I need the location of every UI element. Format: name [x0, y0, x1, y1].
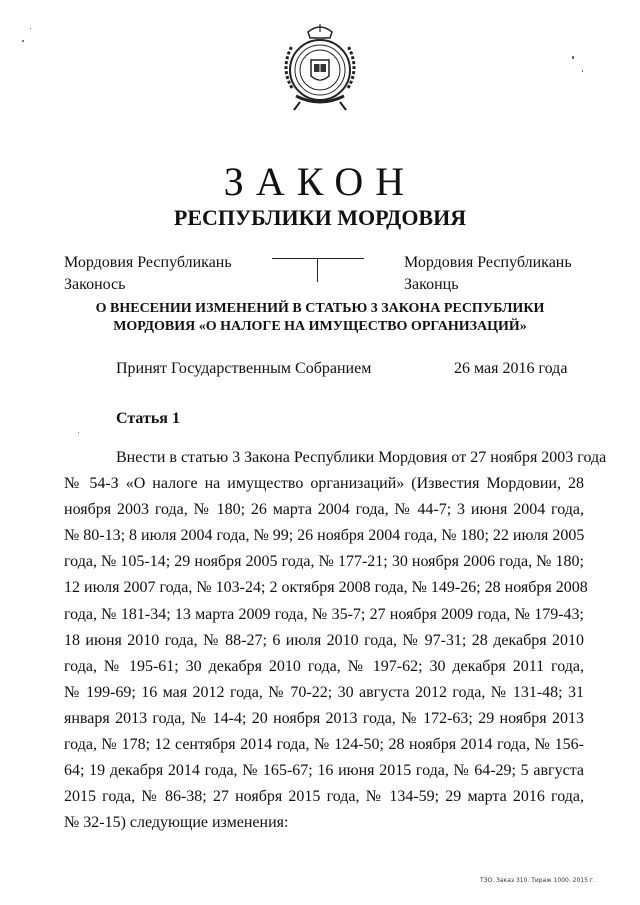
document-subtitle: РЕСПУБЛИКИ МОРДОВИЯ — [173, 205, 467, 230]
header-left-block — [64, 252, 232, 296]
body-line: 12 июля 2007 года, № 103-24; 2 октября 2008 года, № 149-26; 28 ноября 2008 — [64, 579, 588, 597]
scan-speck — [582, 70, 583, 72]
scan-speck — [30, 28, 31, 29]
coat-of-arms-emblem — [270, 18, 370, 118]
header-divider-horizontal — [272, 258, 364, 259]
body-line: 18 июня 2010 года, № 88-27; 6 июля 2010 года, № 97-31; 28 декабря 2010 — [64, 631, 584, 649]
adopted-by: Принят Государственным Собранием — [116, 360, 372, 377]
print-info: ТЗО. Заказ 310. Тираж 1000. 2015 г. — [480, 877, 595, 884]
article-body — [64, 445, 607, 836]
header-left-line: Мордовия Республикань — [64, 254, 232, 271]
scan-speck — [22, 40, 24, 42]
body-line: года, № 105-14; 29 ноября 2005 года, № 177-21; 30 ноября 2006 года, № 180; — [64, 553, 584, 571]
body-line: № 54-З «О налоге на имущество организаций» (Известия Мордовии, 28 — [64, 475, 584, 493]
header-right-block — [404, 252, 572, 296]
header-right-line: Законць — [404, 276, 459, 293]
law-title-line: МОРДОВИЯ «О НАЛОГЕ НА ИМУЩЕСТВО ОРГАНИЗАЦИЙ» — [113, 319, 527, 334]
body-line: № 32-15) следующие изменения: — [64, 814, 289, 832]
body-line: № 199-69; 16 мая 2012 года, № 70-22; 30 августа 2012 года, № 131-48; 31 — [64, 683, 584, 701]
body-line: января 2013 года, № 14-4; 20 ноября 2013 года, № 172-63; 29 ноября 2013 — [64, 709, 584, 727]
law-title — [60, 300, 580, 336]
body-line: № 80-13; 8 июля 2004 года, № 99; 26 ноября 2004 года, № 180; 22 июля 2005 — [64, 527, 585, 545]
document-title: ЗАКОН — [223, 159, 417, 204]
body-line: 64; 19 декабря 2014 года, № 165-67; 16 июня 2015 года, № 64-29; 5 августа — [64, 762, 584, 780]
body-line: года, № 178; 12 сентября 2014 года, № 124-50; 28 ноября 2014 года, № 156- — [64, 736, 584, 754]
body-line: 2015 года, № 86-38; 27 ноября 2015 года, № 134-59; 29 марта 2016 года, — [64, 788, 584, 806]
header-left-line: Законось — [64, 276, 126, 293]
law-title-line: О ВНЕСЕНИИ ИЗМЕНЕНИЙ В СТАТЬЮ 3 ЗАКОНА РЕСПУБЛИКИ — [95, 301, 545, 316]
header-divider-vertical — [317, 258, 318, 282]
scan-speck — [78, 432, 79, 433]
header-right-line: Мордовия Республикань — [404, 254, 572, 271]
article-heading: Статья 1 — [116, 410, 180, 427]
body-line: ноября 2003 года, № 180; 26 марта 2004 года, № 44-7; 3 июня 2004 года, — [64, 501, 584, 519]
body-line: Внести в статью 3 Закона Республики Мордовия от 27 ноября 2003 года — [116, 449, 607, 466]
adopted-date: 26 мая 2016 года — [454, 360, 568, 377]
body-line: года, № 195-61; 30 декабря 2010 года, № 197-62; 30 декабря 2011 года, — [64, 657, 584, 675]
body-line: года, № 181-34; 13 марта 2009 года, № 35-7; 27 ноября 2009 года, № 179-43; — [64, 605, 584, 623]
coat-of-arms-icon — [270, 18, 370, 118]
scan-speck — [572, 56, 574, 59]
